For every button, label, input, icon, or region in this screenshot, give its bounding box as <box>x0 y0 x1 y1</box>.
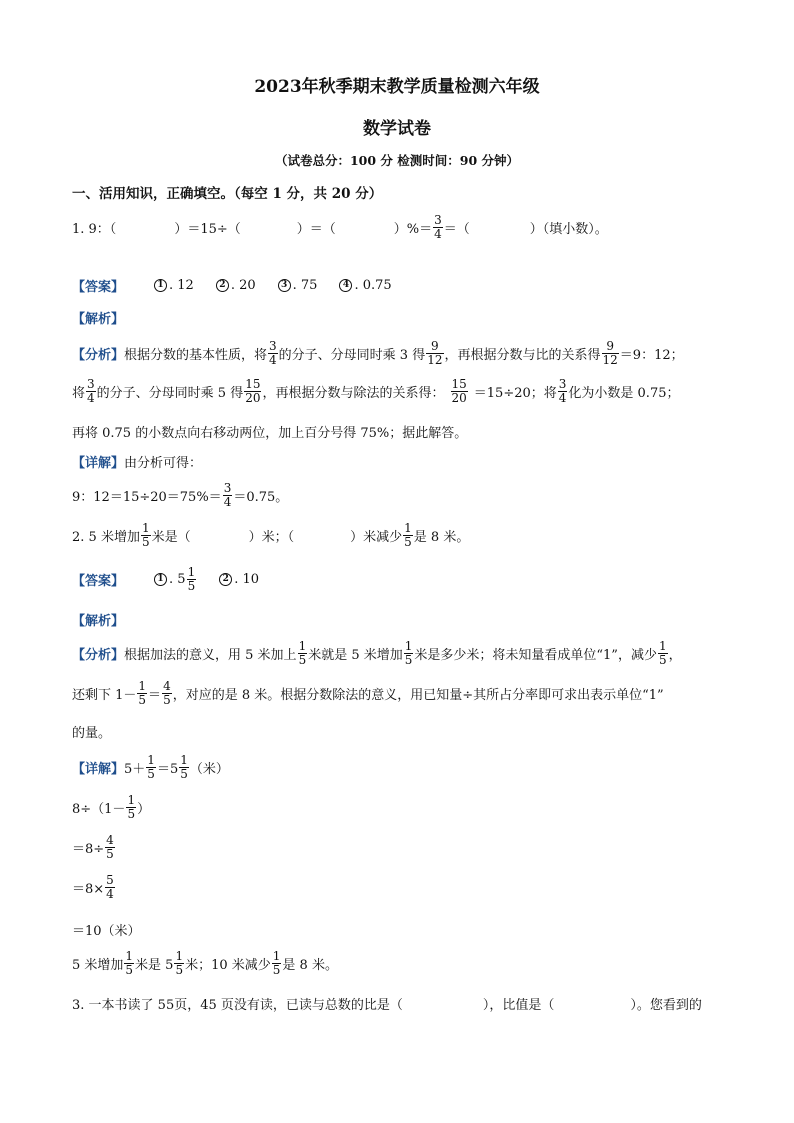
text-span: . 20 <box>230 278 256 293</box>
text-span: 5 <box>141 534 150 549</box>
text-span: 米就是 5 米增加 <box>308 647 403 663</box>
text-span: 12 <box>602 352 618 367</box>
question-3-stem <box>72 994 702 1013</box>
fraction <box>146 754 156 780</box>
text-span: 的分子、分母同时乘 5 得 <box>96 385 244 401</box>
text-span: 5 <box>163 692 171 707</box>
fraction <box>105 874 115 900</box>
text-span: 1 <box>141 521 150 535</box>
text-span: 米是 5 <box>135 957 174 973</box>
text-span: 化为小数是 0.75； <box>568 385 680 401</box>
text-span: 5 <box>125 962 134 977</box>
fraction <box>268 340 278 366</box>
text-span: 4 <box>106 886 114 901</box>
text-span: 1 <box>180 753 188 767</box>
text-span: 将 <box>72 385 86 401</box>
text-span: 20 <box>451 390 467 405</box>
text-span: ）米减少 <box>350 529 403 545</box>
exam-subject: 数学试卷 <box>363 119 431 139</box>
text-span: 米；10 米减少 <box>185 957 271 973</box>
text-span: ＝（ <box>443 221 470 237</box>
fraction <box>174 950 184 976</box>
question-1-analysis-line <box>72 378 679 404</box>
question-2-detail-line <box>72 794 150 820</box>
text-span: 5 <box>106 873 114 887</box>
fraction <box>187 566 197 592</box>
text-span: 5 米增加 <box>72 957 124 973</box>
text-span: 1 <box>187 565 196 579</box>
text-span: 1 <box>154 573 167 586</box>
text-span: ）＝15÷（ <box>174 221 241 237</box>
text-span: ），比值是（ <box>482 998 555 1013</box>
text-span: ） <box>137 801 151 817</box>
text-span: ＝0.75。 <box>233 489 289 505</box>
text-span: ）＝（ <box>296 221 336 237</box>
detail-tag: 【详解】 <box>72 456 125 471</box>
text-span: 3 <box>87 377 95 391</box>
text-span: 是 8 米。 <box>282 957 338 973</box>
text-span: . 75 <box>292 278 318 293</box>
text-span: ）（填小数）。 <box>529 221 608 237</box>
text-span: 4 <box>339 279 352 292</box>
text-span: 4 <box>106 833 114 847</box>
text-span: 5 <box>404 652 413 667</box>
text-span: 15 <box>245 377 261 391</box>
question-2-detail-line <box>72 834 116 860</box>
text-span: 4 <box>269 352 277 367</box>
text-span: . 5 <box>169 571 186 587</box>
analysis-tag: 【分析】 <box>72 647 125 663</box>
text-span: 2. 5 米增加 <box>72 529 140 545</box>
fraction <box>179 754 189 780</box>
text-span: ＝8× <box>72 881 105 897</box>
text-span: 3 <box>269 339 277 353</box>
answer-tag: 【答案】 <box>72 280 125 295</box>
fraction <box>558 378 568 404</box>
answer-item <box>154 278 194 293</box>
question-2-detail-line <box>72 754 229 780</box>
question-2-detail-line <box>72 874 116 900</box>
text-span: . 0.75 <box>354 278 392 293</box>
text-span: 5 <box>187 578 196 593</box>
text-span: 12 <box>427 352 443 367</box>
text-span: 1 <box>404 521 412 535</box>
text-span: 1 <box>147 753 155 767</box>
question-1-answer <box>72 276 414 295</box>
text-span: 4 <box>87 390 95 405</box>
text-span: 9 <box>602 340 619 354</box>
exam-title: 2023年秋季期末教学质量检测六年级 <box>254 77 540 97</box>
text-span: 5 <box>175 962 184 977</box>
text-span: ）%＝ <box>393 221 433 237</box>
exam-info: （试卷总分：100 分 检测时间：90 分钟） <box>274 153 520 168</box>
text-span: 5 <box>272 962 281 977</box>
question-1-stem <box>72 214 608 240</box>
fraction <box>223 482 233 508</box>
text-span: 5 <box>147 766 155 781</box>
text-span: ＝9：12； <box>619 347 684 363</box>
text-span: 3 <box>278 279 291 292</box>
fraction <box>141 522 151 548</box>
text-span: 米是（ <box>151 529 191 545</box>
question-2-answer <box>72 566 281 592</box>
text-span: 由分析可得： <box>124 456 203 471</box>
text-span: 还剩下 1－ <box>72 687 137 703</box>
text-span: 2 <box>216 279 229 292</box>
text-span: 4 <box>223 494 232 509</box>
fraction <box>451 378 468 404</box>
jiexi-tag: 【解析】 <box>72 614 125 629</box>
question-1-detail-line <box>72 482 288 508</box>
text-span: ，再根据分数与除法的关系得： <box>262 385 445 401</box>
text-span: 5 <box>180 766 188 781</box>
fraction <box>272 950 282 976</box>
text-span: 4 <box>434 226 442 241</box>
text-span: 2 <box>219 573 232 586</box>
text-span: 5 <box>658 652 667 667</box>
text-span: ）。您看到的 <box>630 998 702 1013</box>
text-span: 5 <box>404 534 412 549</box>
text-span: 5 <box>106 846 114 861</box>
text-span: ＝5 <box>156 761 179 777</box>
text-span: ， <box>668 647 682 663</box>
text-span: ＝15÷20；将 <box>473 385 557 401</box>
jiexi-tag: 【解析】 <box>72 312 125 327</box>
fraction <box>244 378 261 404</box>
text-span: ＝8÷ <box>72 841 105 857</box>
text-span: 1 <box>138 679 147 693</box>
text-span: . 12 <box>169 278 194 293</box>
fraction <box>105 834 115 860</box>
text-span: 3 <box>434 213 442 227</box>
question-2-detail-line <box>72 950 338 976</box>
fraction <box>126 794 136 820</box>
question-2-detail-line: ＝10（米） <box>72 924 141 939</box>
question-1-detail <box>72 452 202 471</box>
text-span: ，对应的是 8 米。根据分数除法的意义，用已知量÷其所占分率即可求出表示单位“1” <box>172 687 664 703</box>
text-span: ）米；（ <box>248 529 295 545</box>
text-span: 3 <box>558 377 567 391</box>
text-span: 根据分数的基本性质，将 <box>124 347 268 363</box>
fraction <box>658 640 668 666</box>
detail-tag: 【详解】 <box>72 761 125 777</box>
text-span: 4 <box>558 390 567 405</box>
answer-item <box>219 572 259 587</box>
text-span: 4 <box>163 679 171 693</box>
fraction <box>162 680 172 706</box>
question-2-analysis-line <box>72 680 664 706</box>
text-span: 1 <box>272 949 281 963</box>
text-span: ，再根据分数与比的关系得 <box>444 347 601 363</box>
text-span: 5 <box>298 652 307 667</box>
fraction <box>298 640 308 666</box>
fraction <box>404 640 414 666</box>
analysis-tag: 【分析】 <box>72 347 125 363</box>
fraction <box>137 680 147 706</box>
question-2-stem <box>72 522 469 548</box>
text-span: 3 <box>223 481 232 495</box>
answer-item <box>154 566 197 592</box>
text-span: 20 <box>245 390 261 405</box>
section-heading: 一、活用知识，正确填空。（每空 1 分，共 20 分） <box>72 186 383 202</box>
text-span: 1 <box>658 639 667 653</box>
question-1-analysis-line: 再将 0.75 的小数点向右移动两位，加上百分号得 75%；据此解答。 <box>72 426 468 441</box>
fraction <box>86 378 96 404</box>
text-span: 是 8 米。 <box>413 529 470 545</box>
text-span: 1 <box>175 949 184 963</box>
text-span: 1 <box>127 793 136 807</box>
text-span: ＝ <box>148 687 162 703</box>
text-span: 1 <box>298 639 307 653</box>
answer-item <box>339 278 391 293</box>
text-span: 9：12＝15÷20＝75%＝ <box>72 489 222 505</box>
answer-item <box>216 278 256 293</box>
text-span: 1 <box>404 639 413 653</box>
fraction <box>602 340 619 366</box>
text-span: 9 <box>426 340 443 354</box>
text-span: 1 <box>154 279 167 292</box>
fraction <box>403 522 413 548</box>
text-span: . 10 <box>234 571 260 587</box>
text-span: 5 <box>138 692 147 707</box>
text-span: 5 <box>127 806 136 821</box>
answer-tag: 【答案】 <box>72 573 125 589</box>
text-span: 1 <box>125 949 134 963</box>
fraction <box>433 214 443 240</box>
text-span: 15 <box>451 377 467 391</box>
answer-item <box>278 278 318 293</box>
text-span: 3. 一本书读了 55页，45 页没有读，已读与总数的比是（ <box>72 998 403 1013</box>
text-span: 米是多少米；将未知量看成单位“1”，减少 <box>414 647 657 663</box>
text-span: 根据加法的意义，用 5 米加上 <box>124 647 297 663</box>
text-span: 8÷（1－ <box>72 801 126 817</box>
text-span: 5＋ <box>124 761 146 777</box>
text-span: 1. 9：（ <box>72 221 117 237</box>
fraction <box>124 950 134 976</box>
question-2-analysis-line <box>72 640 682 666</box>
fraction <box>426 340 443 366</box>
question-1-analysis-line <box>72 340 684 366</box>
question-2-analysis-line: 的量。 <box>72 726 112 741</box>
text-span: （米） <box>189 761 229 777</box>
text-span: 的分子、分母同时乘 3 得 <box>278 347 426 363</box>
